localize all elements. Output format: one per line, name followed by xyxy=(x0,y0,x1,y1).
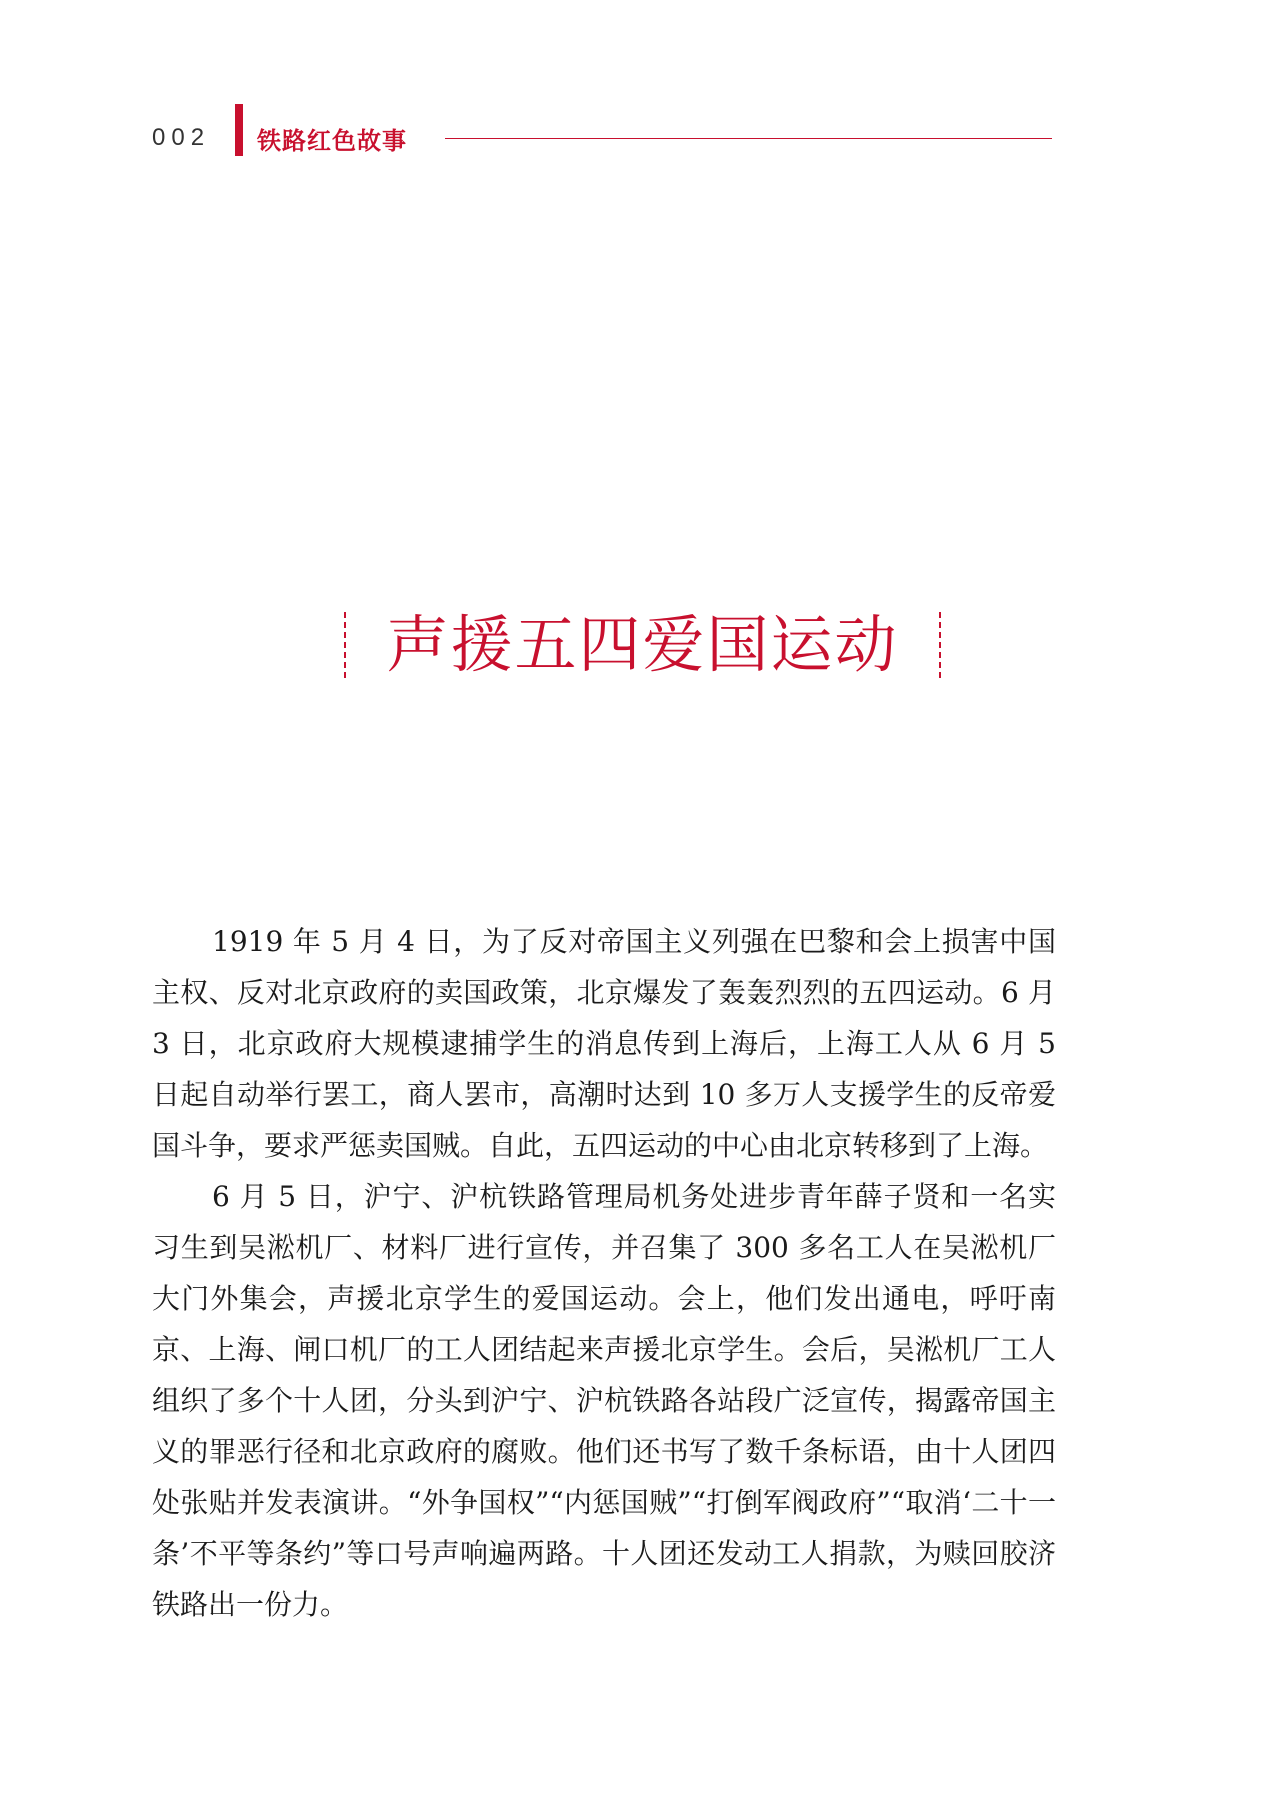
page-header xyxy=(152,118,1056,158)
left-dashed-divider xyxy=(344,612,346,678)
chapter-title-frame xyxy=(344,600,940,690)
right-dashed-divider xyxy=(939,612,941,678)
book-title: 铁路红色故事 xyxy=(257,126,407,155)
header-rule xyxy=(445,138,1052,139)
header-accent-bar xyxy=(235,104,243,156)
body-text xyxy=(152,916,1056,1630)
chapter-title: 声援五四爱国运动 xyxy=(386,608,899,681)
paragraph-2: 6 月 5 日，沪宁、沪杭铁路管理局机务处进步青年薛子贤和一名实习生到吴淞机厂、材料厂进行宣传，并召集了 300 多名工人在吴淞机厂大门外集会，声援北京学生的爱国运动。会上，他们发出通电，呼吁南京、上海、闸口机厂的工人团结起来声援北京学生。会后，吴淞机厂工人组织了多个十人团，分头到沪宁、沪杭铁路各站段广泛宣传，揭露帝国主义的罪恶行径和北京政府的腐败。他们还书写了数千条标语，由十人团四处张贴并发表演讲。“外争国权”“内惩国贼”“打倒军阀政府”“取消‘二十一条’不平等条约”等口号声响遍两路。十人团还发动工人捐款，为赎回胶济铁路出一份力。 xyxy=(152,1180,1056,1621)
chapter-heading xyxy=(0,600,1285,690)
page-number: 002 xyxy=(152,124,211,151)
paragraph-1: 1919 年 5 月 4 日，为了反对帝国主义列强在巴黎和会上损害中国主权、反对北京政府的卖国政策，北京爆发了轰轰烈烈的五四运动。6 月 3 日，北京政府大规模逮捕学生的消息传到上海后，上海工人从 6 月 5 日起自动举行罢工，商人罢市，高潮时达到 10 多万人支援学生的反帝爱国斗争，要求严惩卖国贼。自此，五四运动的中心由北京转移到了上海。 xyxy=(152,925,1056,1162)
